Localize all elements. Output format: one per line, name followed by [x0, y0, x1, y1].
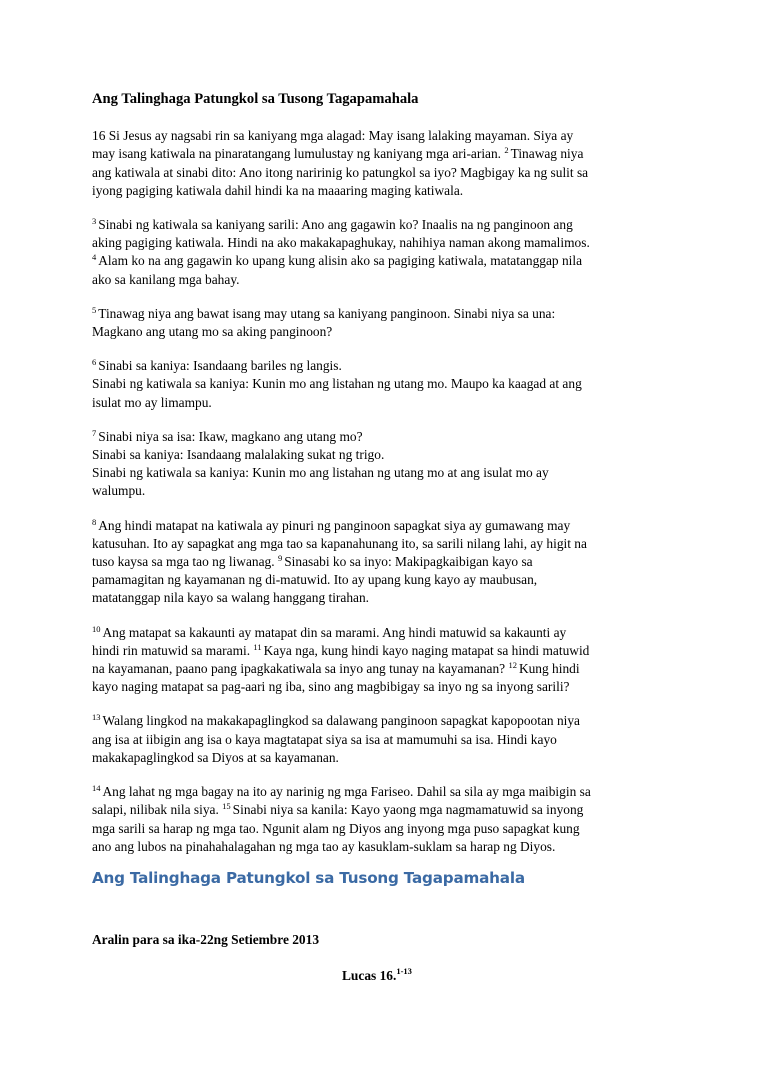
verse-number: 6	[92, 357, 97, 368]
scripture-reference-text: Lucas 16.	[342, 968, 397, 983]
text-line	[92, 624, 678, 642]
verse-number: 12	[508, 660, 517, 671]
text-line	[92, 571, 678, 589]
text-line	[92, 145, 678, 163]
line-text: Tinawag niya ang bawat isang may utang sa kaniyang panginoon. Sinabi niya sa una:	[98, 305, 556, 321]
text-line	[92, 801, 678, 819]
verse-number: 13	[92, 712, 101, 723]
scripture-reference	[342, 968, 414, 984]
verse-number: 8	[92, 516, 97, 527]
section-heading: Ang Talinghaga Patungkol sa Tusong Tagapamahala	[92, 869, 525, 887]
text-line	[92, 182, 678, 200]
text-line	[92, 678, 678, 696]
verse-paragraph	[92, 712, 678, 767]
text-line	[92, 127, 678, 145]
text-line	[92, 252, 678, 270]
line-text: Tinawag niya	[510, 146, 584, 162]
verse-paragraph	[92, 127, 678, 200]
line-text: Sinasabi ko sa inyo: Makipagkaibigan kayo sa	[284, 554, 533, 570]
text-line	[92, 164, 678, 182]
text-line	[92, 394, 678, 412]
line-text: matatanggap nila kayo sa walang hanggang tirahan.	[92, 590, 370, 606]
verse-number: 4	[92, 252, 97, 263]
text-line	[92, 323, 678, 341]
verse-number: 10	[92, 623, 101, 634]
text-line	[92, 234, 678, 252]
text-line	[92, 517, 678, 535]
text-line	[92, 464, 678, 482]
verse-paragraph	[92, 517, 678, 608]
line-text: Sinabi sa kaniya: Isandaang malalaking sukat ng trigo.	[92, 447, 385, 463]
line-text: ano ang lubos na pinahahalagahan ng mga tao ay kasuklam-suklam sa harap ng Diyos.	[92, 838, 556, 854]
line-text: hindi rin matuwid sa marami.	[92, 642, 254, 658]
line-text: Ang matapat sa kakaunti ay matapat din sa marami. Ang hindi matuwid sa kakaunti ay	[102, 624, 567, 640]
text-line	[92, 838, 678, 856]
line-text: salapi, nilibak nila siya.	[92, 802, 223, 818]
line-text: Walang lingkod na makakapaglingkod sa dalawang panginoon sapagkat kapopootan niya	[102, 713, 581, 729]
document-title: Ang Talinghaga Patungkol sa Tusong Tagapamahala	[92, 91, 419, 107]
text-line	[92, 271, 678, 289]
text-line	[92, 305, 678, 323]
line-text: tuso kaysa sa mga tao ng liwanag.	[92, 554, 278, 570]
line-text: walumpu.	[92, 483, 146, 499]
line-text: may isang katiwala na pinaratangang lumulustay ng kaniyang mga ari-arian.	[92, 146, 505, 162]
verse-paragraph	[92, 357, 678, 412]
verse-number: 2	[504, 145, 509, 156]
scripture-reference-verses: 1-13	[396, 966, 412, 976]
text-line	[92, 553, 678, 571]
line-text: Sinabi ng katiwala sa kaniyang sarili: Ano ang gagawin ko? Inaalis na ng panginoon ang	[98, 217, 573, 233]
line-text: Sinabi ng katiwala sa kaniya: Kunin mo ang listahan ng utang mo. Maupo ka kaagad at ang	[92, 376, 582, 392]
text-line	[92, 482, 678, 500]
text-line	[92, 535, 678, 553]
verse-number: 11	[253, 641, 262, 652]
text-line	[92, 731, 678, 749]
line-text: Sinabi niya sa isa: Ikaw, magkano ang utang mo?	[98, 428, 363, 444]
text-line	[92, 712, 678, 730]
text-line	[92, 783, 678, 801]
text-line	[92, 642, 678, 660]
document-body	[92, 90, 678, 872]
line-text: 16 Si Jesus ay nagsabi rin sa kaniyang mga alagad: May isang lalaking mayaman. Siya ay	[92, 128, 574, 144]
verse-paragraph	[92, 624, 678, 697]
line-text: Kaya nga, kung hindi kayo naging matapat sa hindi matuwid	[263, 642, 590, 658]
verse-number: 15	[222, 801, 231, 812]
text-line	[92, 820, 678, 838]
line-text: mga sarili sa harap ng mga tao. Ngunit alam ng Diyos ang inyong mga puso sapagkat kung	[92, 820, 580, 836]
text-line	[92, 357, 678, 375]
verse-number: 9	[277, 553, 283, 564]
line-text: Kung hindi	[518, 661, 580, 677]
line-text: Sinabi ng katiwala sa kaniya: Kunin mo ang listahan ng utang mo at ang isulat mo ay	[92, 465, 549, 481]
text-line	[92, 589, 678, 607]
verse-paragraph	[92, 305, 678, 341]
line-text: Ang hindi matapat na katiwala ay pinuri ng panginoon sapagkat siya ay gumawang may	[98, 517, 571, 533]
line-text: Ang lahat ng mga bagay na ito ay narinig ng mga Fariseo. Dahil sa sila ay mga maibigin sa	[102, 784, 591, 800]
line-text: makakapaglingkod sa Diyos at sa kayamanan.	[92, 749, 339, 765]
verse-paragraph	[92, 216, 678, 289]
text-line	[92, 749, 678, 767]
line-text: ako sa kanilang mga bahay.	[92, 271, 240, 287]
verse-number: 3	[92, 216, 97, 227]
line-text: Sinabi sa kaniya: Isandaang bariles ng langis.	[98, 358, 342, 374]
text-line	[92, 375, 678, 393]
lesson-date-heading: Aralin para sa ika-22ng Setiembre 2013	[92, 932, 320, 947]
paragraph-list	[92, 127, 678, 856]
text-line	[92, 428, 678, 446]
line-text: ang katiwala at sinabi dito: Ano itong naririnig ko patungkol sa iyo? Magbigay ka ng sulit sa	[92, 164, 589, 180]
verse-paragraph	[92, 428, 678, 501]
line-text: aking pagiging katiwala. Hindi na ako makakapaghukay, nahihiya naman akong mamalimos.	[92, 235, 590, 251]
line-text: Alam ko na ang gagawin ko upang kung alisin ako sa pagiging katiwala, matatanggap nila	[98, 253, 583, 269]
line-text: na kayamanan, paano pang ipagkakatiwala sa inyo ang tunay na kayamanan?	[92, 661, 509, 677]
line-text: isulat mo ay limampu.	[92, 394, 212, 410]
line-text: katusuhan. Ito ay sapagkat ang mga tao sa kapanahunang ito, sa sarili nilang lahi, ay higit na	[92, 535, 587, 551]
line-text: Magkano ang utang mo sa aking panginoon?	[92, 324, 333, 340]
line-text: pamamagitan ng kayamanan ng di-matuwid. Ito ay upang kung kayo ay maubusan,	[92, 572, 538, 588]
text-line	[92, 216, 678, 234]
line-text: ang isa at iibigin ang isa o kaya magtatapat siya sa isa at mamumuhi sa isa. Hindi kayo	[92, 731, 557, 747]
text-line	[92, 446, 678, 464]
verse-number: 5	[92, 304, 97, 315]
line-text: kayo naging matapat sa pag-aari ng iba, sino ang magbibigay sa inyo ng sa inyong sarili?	[92, 679, 570, 695]
line-text: Sinabi niya sa kanila: Kayo yaong mga nagmamatuwid sa inyong	[232, 802, 584, 818]
verse-paragraph	[92, 783, 678, 856]
verse-number: 7	[92, 427, 97, 438]
text-line	[92, 660, 678, 678]
line-text: iyong pagiging katiwala dahil hindi ka na maaaring maging katiwala.	[92, 182, 464, 198]
verse-number: 14	[92, 783, 101, 794]
